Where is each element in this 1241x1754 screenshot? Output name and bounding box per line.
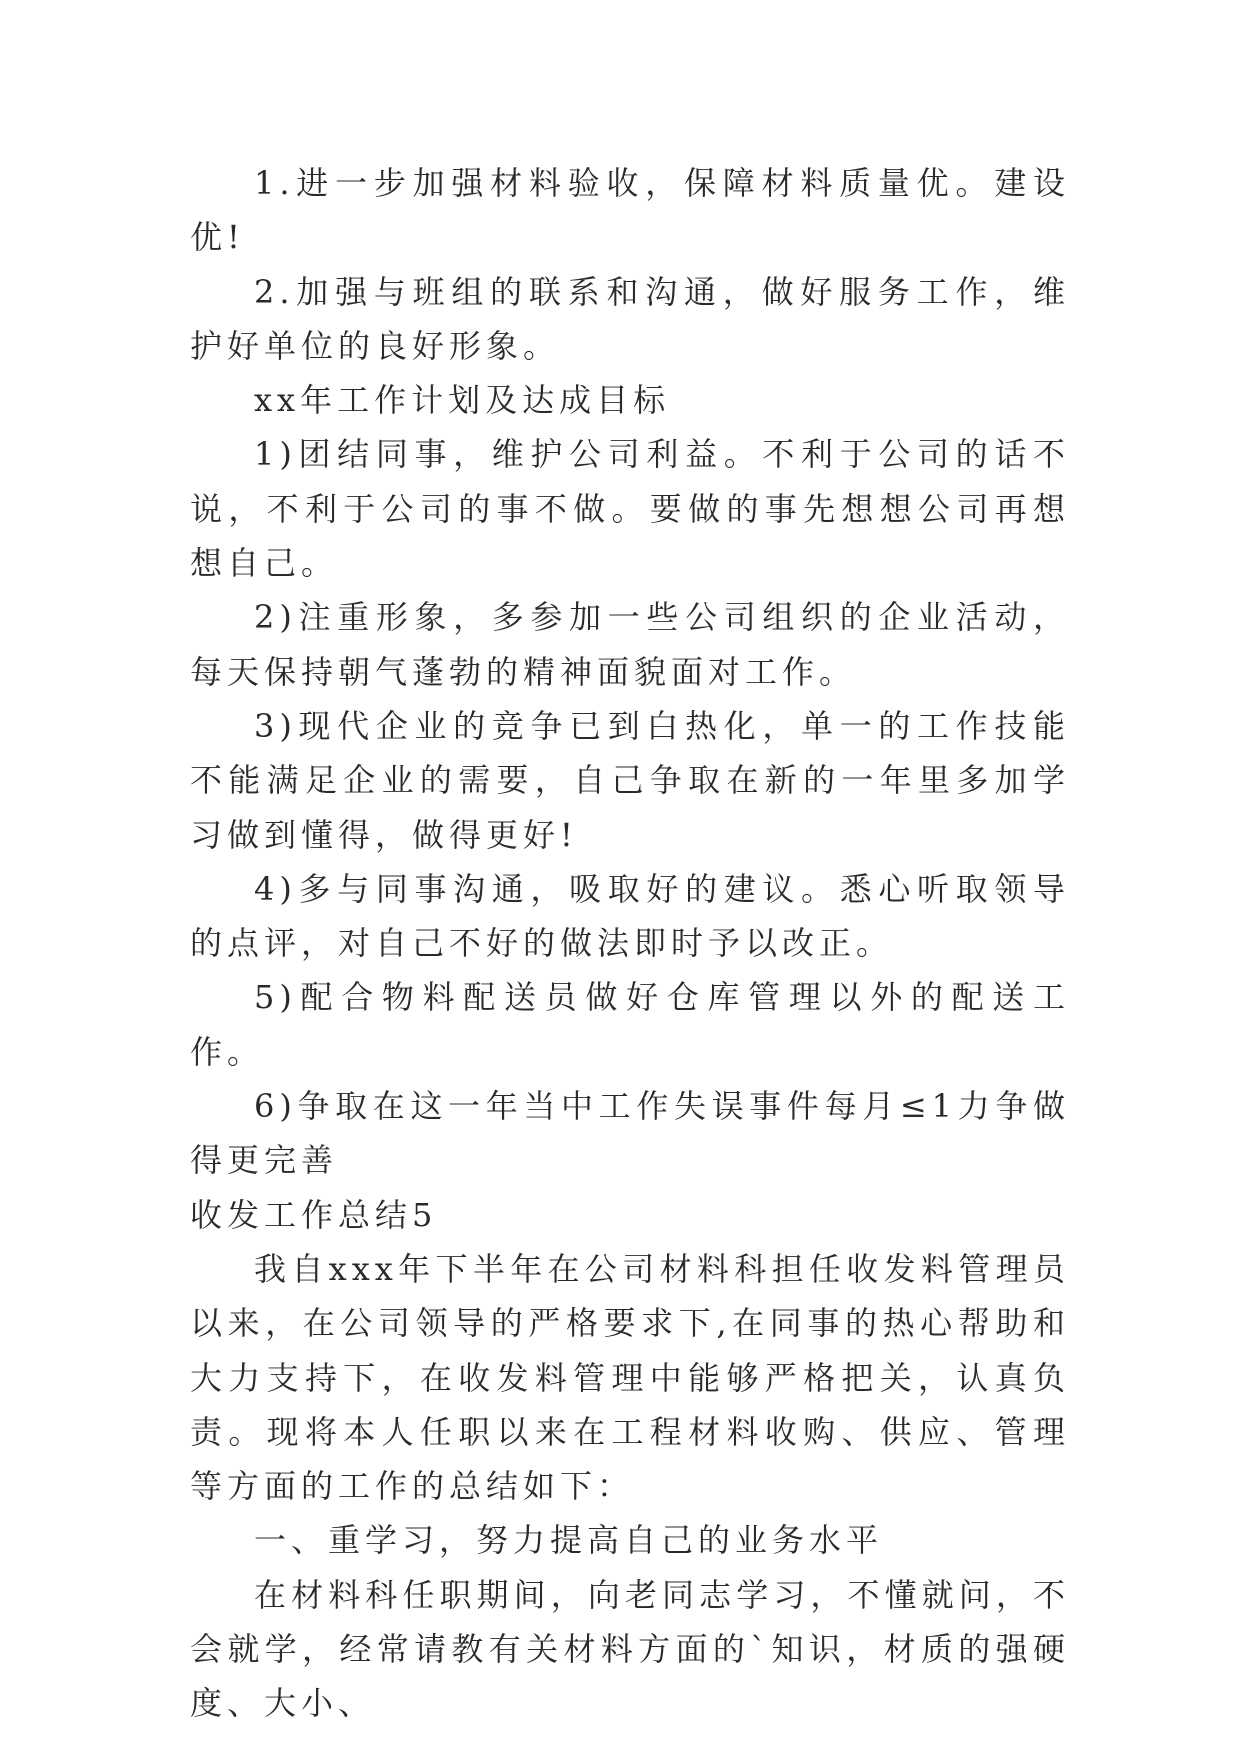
paragraph: 5)配合物料配送员做好仓库管理以外的配送工作。: [190, 978, 1070, 1071]
paragraph: 在材料科任职期间，向老同志学习，不懂就问，不会就学，经常请教有关材料方面的`知识，材质的强硬度、大小、: [190, 1575, 1070, 1723]
section-heading: xx年工作计划及达成目标: [254, 381, 671, 420]
paragraph: 1.进一步加强材料验收，保障材料质量优。建设优!: [190, 164, 1070, 257]
document-title: 收发工作总结5: [190, 1195, 438, 1234]
paragraph: 4)多与同事沟通，吸取好的建议。悉心听取领导的点评，对自己不好的做法即时予以改正。: [190, 869, 1070, 963]
paragraph: 6)争取在这一年当中工作失误事件每月≤1力争做得更完善: [190, 1087, 1070, 1180]
paragraph: 我自xxx年下半年在公司材料科担任收发料管理员以来，在公司领导的严格要求下,在同事的热心帮助和大力支持下，在收发料管理中能够严格把关，认真负责。现将本人任职以来在工程材料收购、供应、管理等方面的工作的总结如下：: [190, 1249, 1070, 1506]
paragraph: 1)团结同事，维护公司利益。不利于公司的话不说，不利于公司的事不做。要做的事先想想公司再想想自己。: [190, 435, 1070, 583]
paragraph: 2)注重形象，多参加一些公司组织的企业活动，每天保持朝气蓬勃的精神面貌面对工作。: [190, 598, 1070, 691]
paragraph: 3)现代企业的竞争已到白热化，单一的工作技能不能满足企业的需要，自己争取在新的一年里多加学习做到懂得，做得更好!: [190, 706, 1070, 854]
section-heading: 一、重学习，努力提高自己的业务水平: [254, 1521, 884, 1560]
paragraph: 2.加强与班组的联系和沟通，做好服务工作，维护好单位的良好形象。: [190, 272, 1070, 365]
document-body: [190, 156, 1070, 1731]
